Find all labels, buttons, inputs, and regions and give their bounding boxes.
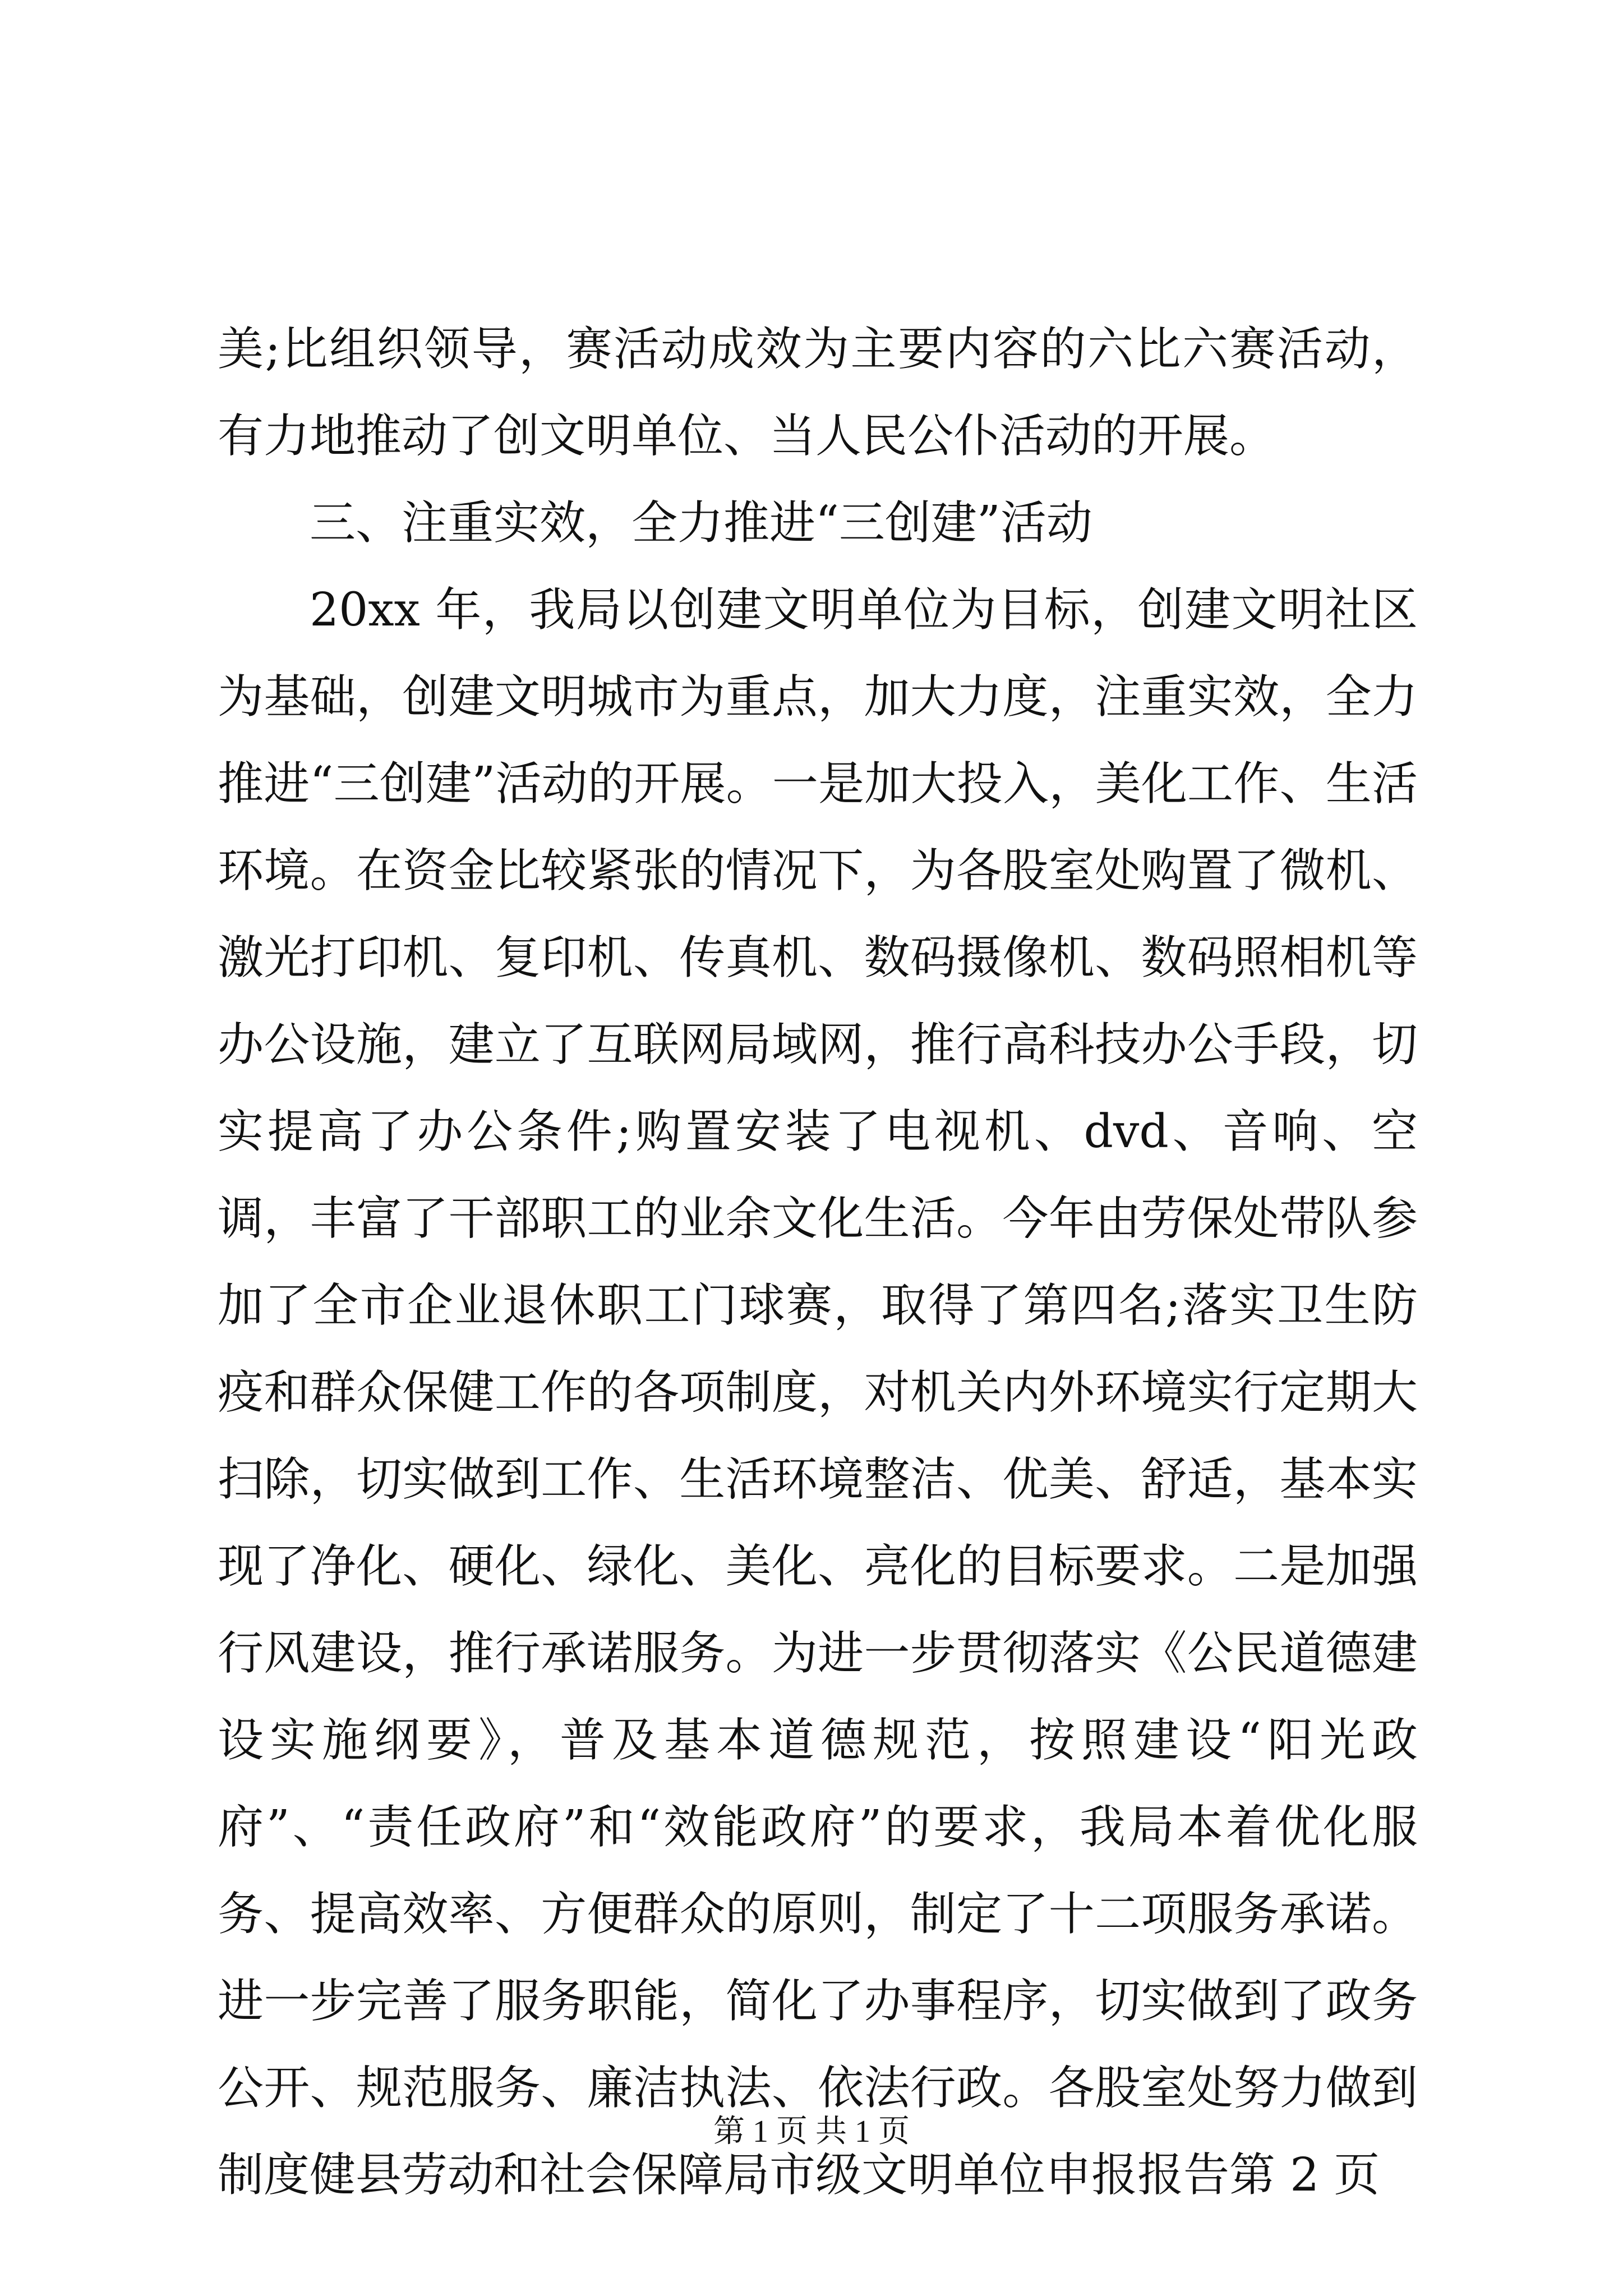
page-footer: 第 1 页 共 1 页 [713,2114,910,2149]
paragraph-continuation: 美;比组织领导，赛活动成效为主要内容的六比六赛活动，有力地推动了创文明单位、当人民公仆活动的开展。 [218,323,1418,463]
paragraph-body: 20xx 年，我局以创建文明单位为目标，创建文明社区为基础，创建文明城市为重点，加大力度，注重实效，全力推进“三创建”活动的开展。一是加大投入，美化工作、生活环境。在资金比较紧张的情况下，为各股室处购置了微机、激光打印机、复印机、传真机、数码摄像机、数码照相机等办公设施，建立了互联网局域网，推行高科技办公手段，切实提高了办公条件;购置安装了电视机、dvd、音响、空调，丰富了干部职工的业余文化生活。今年由劳保处带队参加了全市企业退休职工门球赛，取得了第四名;落实卫生防疫和群众保健工作的各项制度，对机关内外环境实行定期大扫除，切实做到工作、生活环境整洁、优美、舒适，基本实现了净化、硬化、绿化、美化、亮化的目标要求。二是加强行风建设，推行承诺服务。为进一步贯彻落实《公民道德建设实施纲要》，普及基本道德规范，按照建设“阳光政府”、“责任政府”和“效能政府”的要求，我局本着优化服务、提高效率、方便群众的原则，制定了十二项服务承诺。进一步完善了服务职能，简化了办事程序，切实做到了政务公开、规范服务、廉洁执法、依法行政。各股室处努力做到制度健县劳动和社会保障局市级文明单位申报报告第 2 页 [218,583,1418,2202]
document-body [218,306,1418,2219]
section-heading: 三、注重实效，全力推进“三创建”活动 [310,496,1092,550]
